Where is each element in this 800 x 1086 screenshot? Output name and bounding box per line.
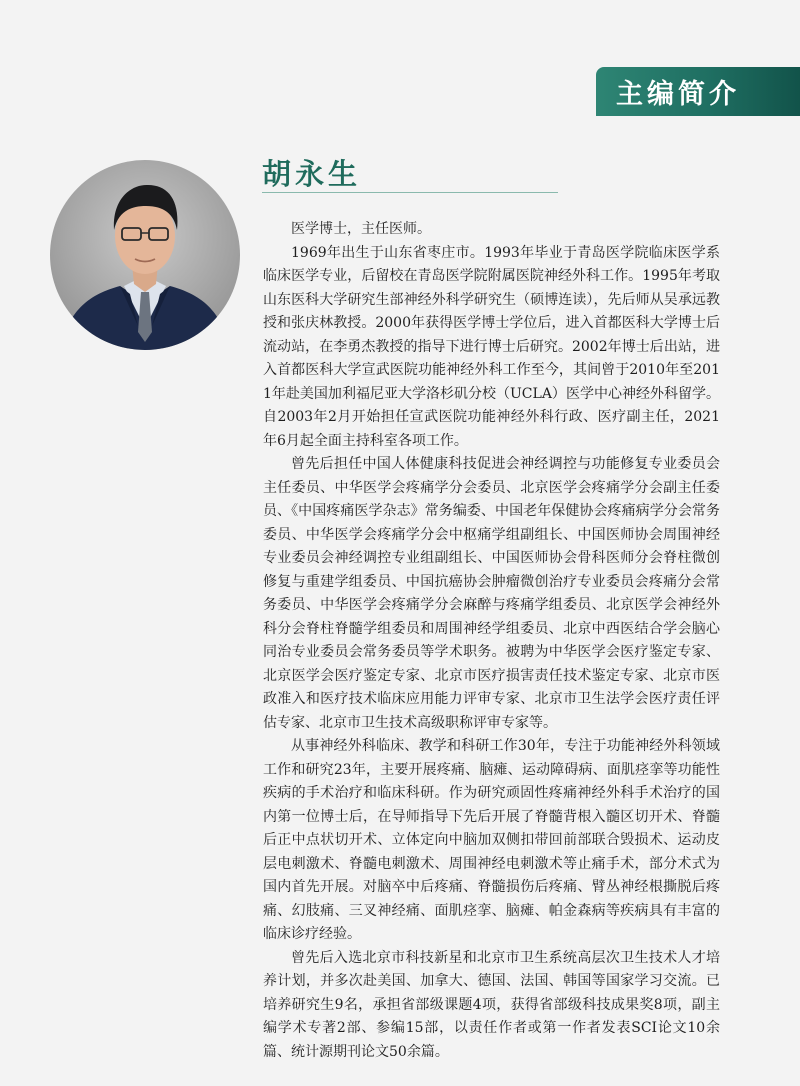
bio-paragraph: 从事神经外科临床、教学和科研工作30年，专注于功能神经外科领域工作和研究23年，主要开展疼痛、脑瘫、运动障碍病、面肌痉挛等功能性疾病的手术治疗和临床科研。作为研究顽固性疼痛神经外科手术治疗的国内第一位博士后，在导师指导下先后开展了脊髓背根入髓区切开术、脊髓后正中点状切开术、立体定向中脑加双侧扣带回前部联合毁损术、运动皮层电刺激术、脊髓电刺激术、周围神经电刺激术等止痛手术，部分术式为国内首先开展。对脑卒中后疼痛、脊髓损伤后疼痛、臂丛神经根撕脱后疼痛、幻肢痛、三叉神经痛、面肌痉挛、脑瘫、帕金森病等疾病具有丰富的临床诊疗经验。 — [263, 738, 720, 942]
biography — [263, 218, 720, 1064]
bio-paragraph: 1969年出生于山东省枣庄市。1993年毕业于青岛医学院临床医学系临床医学专业，后留校在青岛医学院附属医院神经外科工作。1995年考取山东医科大学研究生部神经外科学研究生（硕博连读），先后师从吴承远教授和张庆林教授。2000年获得医学博士学位后，进入首都医科大学博士后流动站，在李勇杰教授的指导下进行博士后研究。2002年博士后出站，进入首都医科大学宣武医院功能神经外科工作至今，其间曾于2010年至2011年赴美国加利福尼亚大学洛杉矶分校（UCLA）医学中心神经外科留学。自2003年2月开始担任宣武医院功能神经外科行政、医疗副主任，2021年6月起全面主持科室各项工作。 — [263, 244, 720, 449]
section-title: 主编简介 — [616, 79, 740, 110]
bio-paragraph: 曾先后担任中国人体健康科技促进会神经调控与功能修复专业委员会主任委员、中华医学会疼痛学分会委员、北京医学会疼痛学分会副主任委员、《中国疼痛医学杂志》常务编委、中国老年保健协会疼痛病学分会常务委员、中华医学会疼痛学分会中枢痛学组副组长、中国医师协会周围神经专业委员会神经调控专业组副组长、中国医师协会骨科医师分会脊柱微创修复与重建学组委员、中国抗癌协会肿瘤微创治疗专业委员会疼痛分会常务委员、中华医学会疼痛学分会麻醉与疼痛学组委员、北京医学会神经外科分会脊柱脊髓学组委员和周围神经学组委员、北京中西医结合学会脑心同治专业委员会常务委员等学术职务。被聘为中华医学会医疗鉴定专家、北京医学会医疗鉴定专家、北京市医疗损害责任技术鉴定专家、北京市医政准入和医疗技术临床应用能力评审专家、北京市卫生法学会医疗责任评估专家、北京市卫生技术高级职称评审专家等。 — [263, 456, 720, 731]
person-name: 胡永生 — [262, 157, 362, 191]
name-divider — [262, 192, 558, 193]
author-portrait — [50, 160, 240, 350]
bio-paragraph: 医学博士，主任医师。 — [291, 221, 431, 237]
bio-paragraph: 曾先后入选北京市科技新星和北京市卫生系统高层次卫生技术人才培养计划，并多次赴美国、加拿大、德国、法国、韩国等国家学习交流。已培养研究生9名，承担省部级课题4项，获得省部级科技成果奖8项，副主编学术专著2部、参编15部，以责任作者或第一作者发表SCI论文10余篇、统计源期刊论文50余篇。 — [263, 949, 720, 1060]
section-header-banner — [596, 67, 800, 116]
